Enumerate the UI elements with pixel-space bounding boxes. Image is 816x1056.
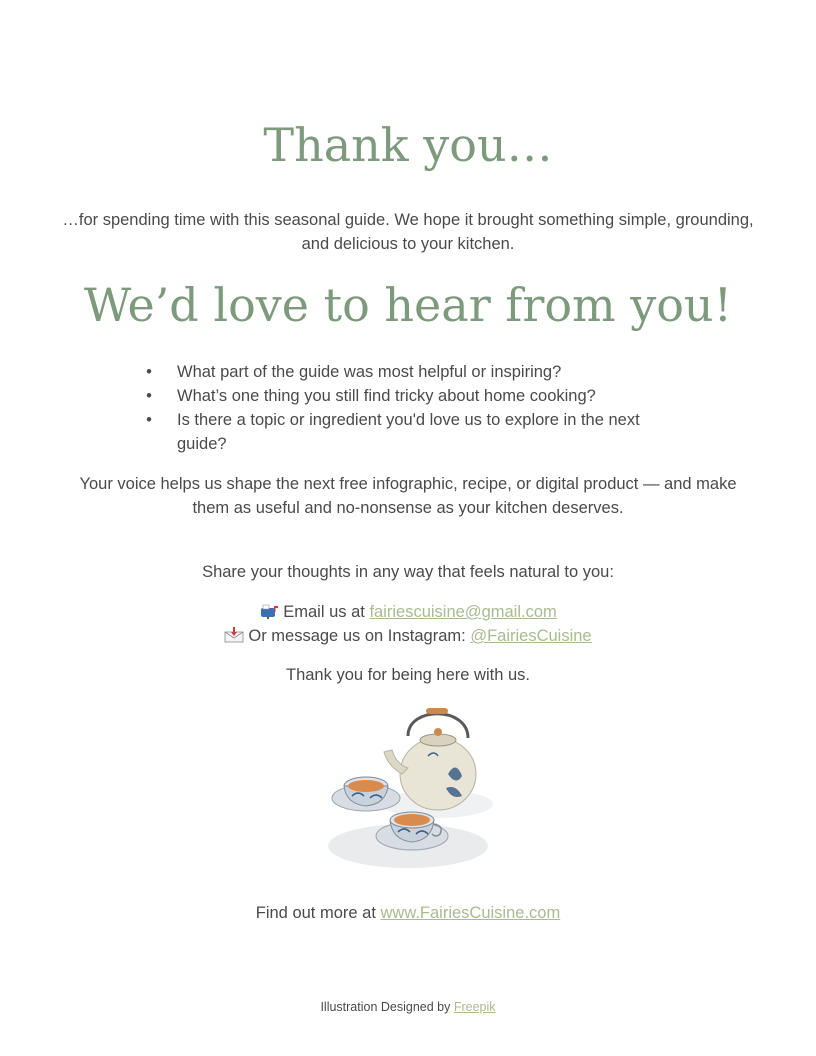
page-title: Thank you…: [263, 118, 553, 172]
instagram-link[interactable]: @FairiesCuisine: [470, 627, 592, 645]
list-item: • What part of the guide was most helpful or inspiring?: [144, 360, 684, 384]
find-out-more: Find out more at www.FairiesCuisine.com: [255, 904, 561, 922]
freepik-link[interactable]: Freepik: [453, 1000, 496, 1014]
instagram-line: Or message us on Instagram: @FairiesCuisine: [60, 624, 756, 648]
question-list: [144, 360, 684, 456]
mailbox-icon: [259, 603, 279, 619]
feedback-heading: We’d love to hear from you!: [83, 278, 733, 332]
voice-text: Your voice helps us shape the next free infographic, recipe, or digital product — and make them as useful and no-nonsense as your kitchen deserves.: [79, 475, 737, 517]
email-line: Email us at fairiescuisine@gmail.com: [60, 600, 756, 624]
thanks-text: Thank you for being here with us.: [286, 666, 530, 684]
bullet-icon: •: [146, 387, 152, 405]
envelope-arrow-icon: [224, 627, 244, 643]
list-item: • Is there a topic or ingredient you'd love us to explore in the next guide?: [144, 408, 684, 456]
teapot-illustration: [318, 696, 498, 880]
contact-block: [60, 600, 756, 648]
list-item: • What’s one thing you still find tricky about home cooking?: [144, 384, 684, 408]
intro-text: …for spending time with this seasonal guide. We hope it brought something simple, grounding, and delicious to your kitchen.: [62, 211, 754, 253]
share-text: Share your thoughts in any way that feels natural to you:: [202, 563, 614, 581]
email-link[interactable]: fairiescuisine@gmail.com: [369, 603, 557, 621]
illustration-credit: Illustration Designed by Freepik: [320, 1000, 496, 1014]
bullet-icon: •: [146, 411, 152, 429]
website-link[interactable]: www.FairiesCuisine.com: [380, 904, 561, 922]
bullet-icon: •: [146, 363, 152, 381]
